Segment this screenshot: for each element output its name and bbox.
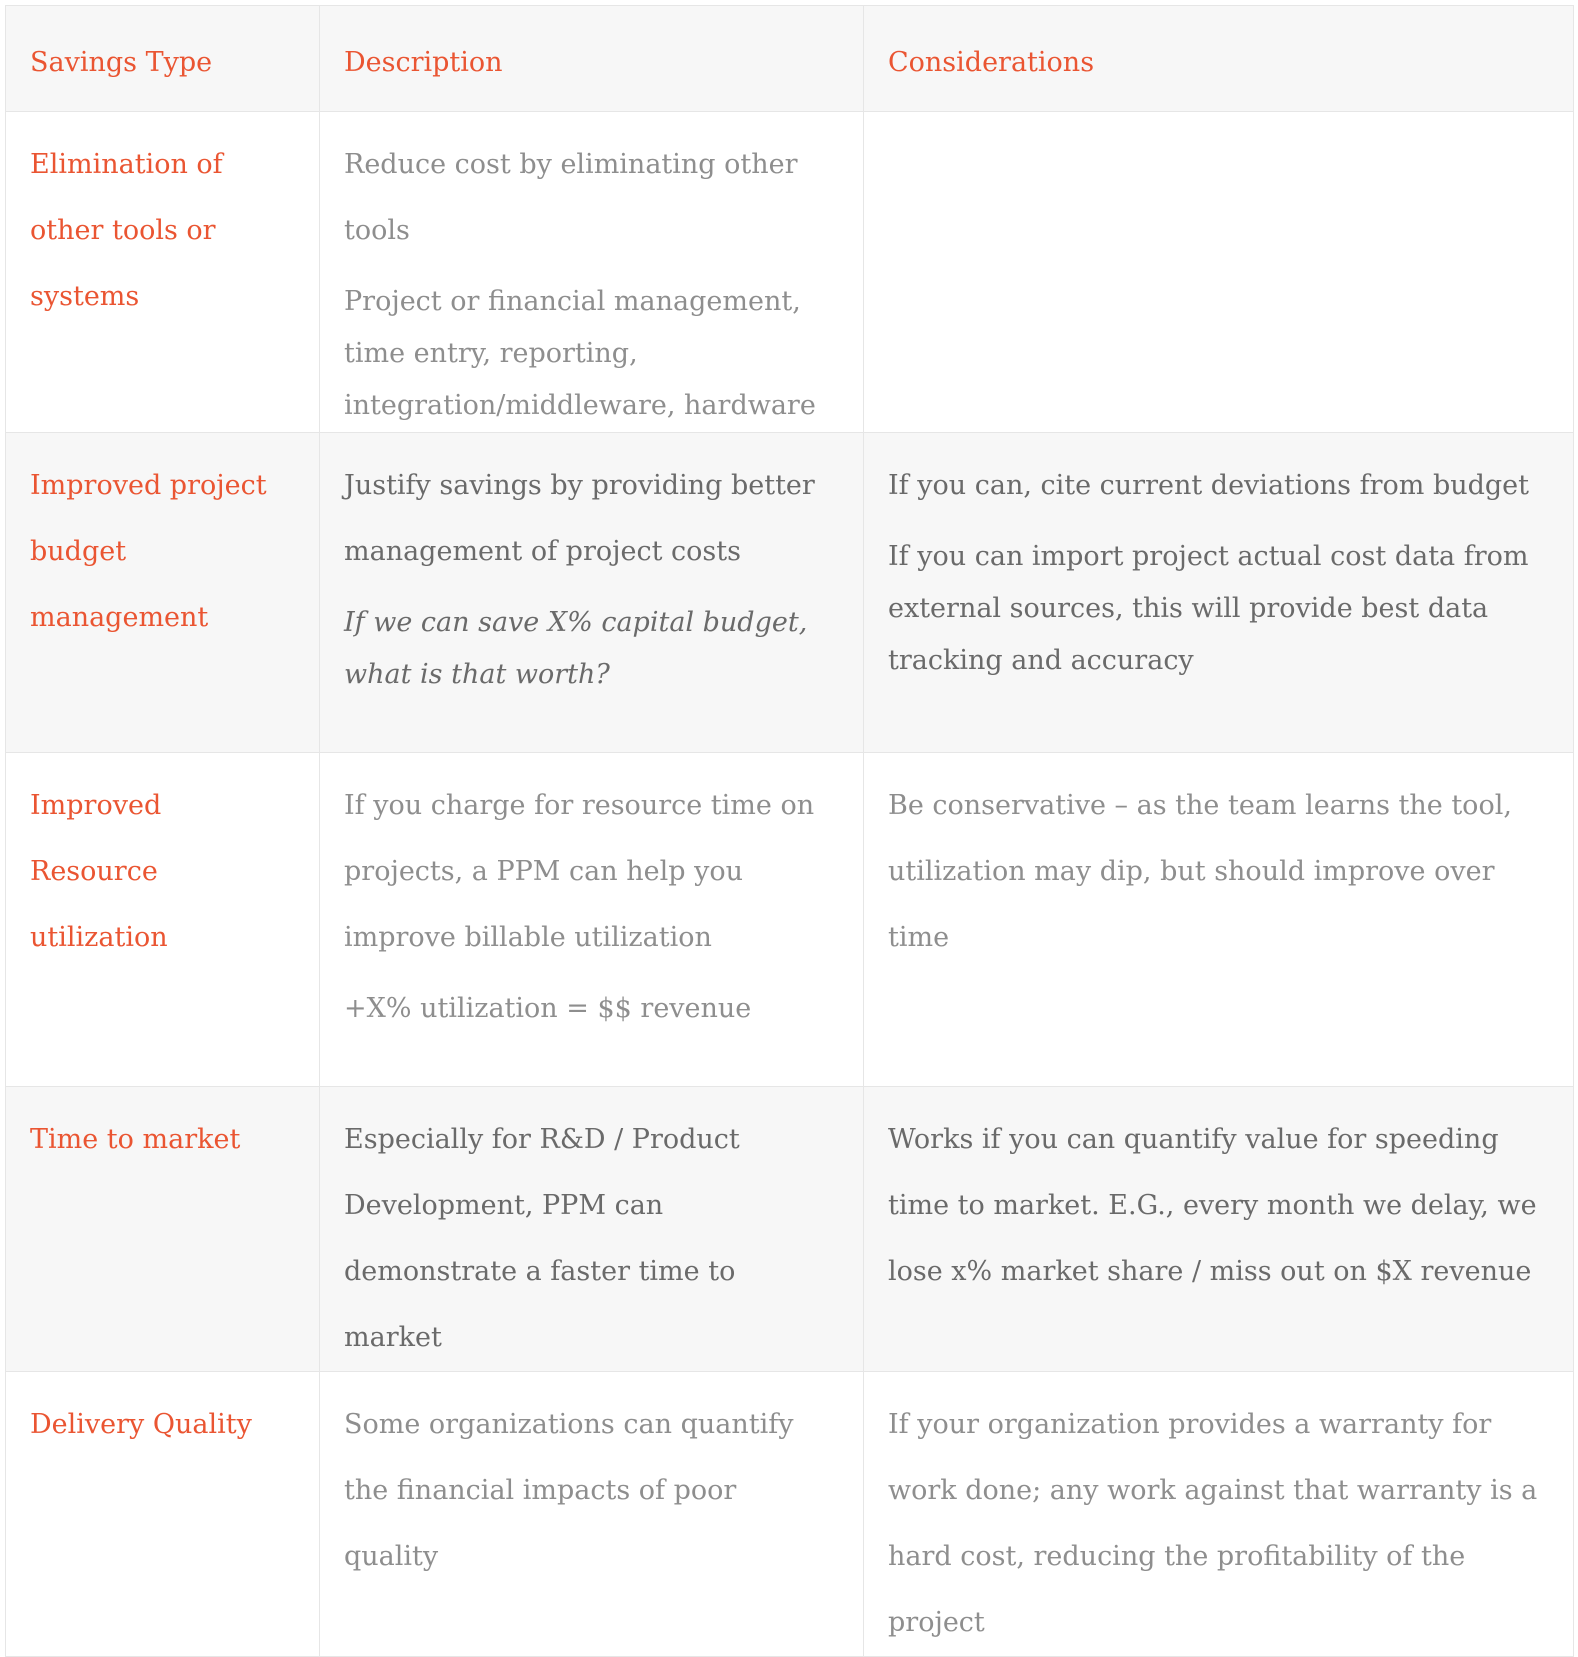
considerations-text: If your organization provides a warranty for work done; any work against that warranty is a hard cost, reducing the profitability of the project xyxy=(888,1409,1538,1638)
savings-type-label: Improved Resource utilization xyxy=(30,790,168,953)
table-header-row xyxy=(6,6,1574,112)
savings-type-cell xyxy=(6,433,320,753)
considerations-text: Works if you can quantify value for speeding time to market. E.G., every month we delay, we lose x% market share / miss out on $X revenue xyxy=(888,1124,1537,1287)
description-extra-text: +X% utilization = $$ revenue xyxy=(344,993,752,1024)
considerations-cell xyxy=(864,1087,1574,1372)
description-cell xyxy=(320,1372,864,1657)
description-extra-text: If we can save X% capital budget, what is that worth? xyxy=(344,607,808,690)
savings-table-container xyxy=(5,5,1573,1638)
description-text: Justify savings by providing better management of project costs xyxy=(344,470,815,567)
considerations-cell xyxy=(864,433,1574,753)
considerations-text: Be conservative – as the team learns the tool, utilization may dip, but should improve over time xyxy=(888,790,1512,953)
description-cell xyxy=(320,753,864,1087)
savings-type-cell xyxy=(6,1372,320,1657)
description-extra-text: Project or financial management, time entry, reporting, integration/middleware, hardware xyxy=(344,286,816,421)
savings-type-label: Improved project budget management xyxy=(30,470,267,633)
savings-type-cell xyxy=(6,753,320,1087)
savings-type-cell xyxy=(6,112,320,433)
description-cell xyxy=(320,1087,864,1372)
description-text: Some organizations can quantify the financial impacts of poor quality xyxy=(344,1409,794,1572)
considerations-extra-text: If you can import project actual cost data from external sources, this will provide best data tracking and accuracy xyxy=(888,541,1529,676)
considerations-cell xyxy=(864,1372,1574,1657)
header-description: Description xyxy=(320,6,864,112)
description-text: Especially for R&D / Product Development, PPM can demonstrate a faster time to market xyxy=(344,1124,740,1353)
savings-type-label: Delivery Quality xyxy=(30,1409,252,1440)
considerations-cell xyxy=(864,753,1574,1087)
considerations-cell xyxy=(864,112,1574,433)
description-cell xyxy=(320,112,864,433)
table-row xyxy=(6,753,1574,1087)
header-savings-type: Savings Type xyxy=(6,6,320,112)
table-row xyxy=(6,1087,1574,1372)
considerations-text: If you can, cite current deviations from budget xyxy=(888,470,1530,501)
savings-type-cell xyxy=(6,1087,320,1372)
description-cell xyxy=(320,433,864,753)
table-row xyxy=(6,1372,1574,1657)
table-row xyxy=(6,112,1574,433)
savings-type-label: Time to market xyxy=(30,1124,241,1155)
description-text: If you charge for resource time on projects, a PPM can help you improve billable utilization xyxy=(344,790,815,953)
header-considerations: Considerations xyxy=(864,6,1574,112)
table-row xyxy=(6,433,1574,753)
savings-type-label: Elimination of other tools or systems xyxy=(30,149,223,312)
savings-table xyxy=(5,5,1574,1657)
description-text: Reduce cost by eliminating other tools xyxy=(344,149,798,246)
